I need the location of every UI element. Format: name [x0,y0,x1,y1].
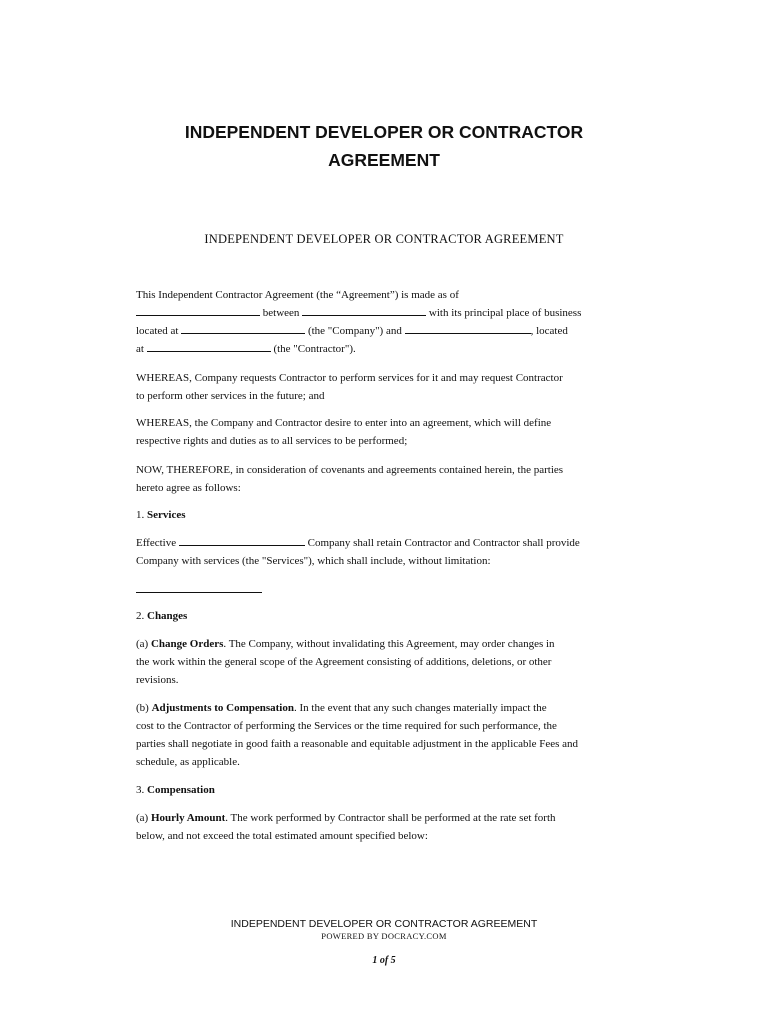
section-2b-line-3: parties shall negotiate in good faith a reasonable and equitable adjustment in the applicable Fees and [136,738,578,750]
clause-text: . The work performed by Contractor shall be performed at the rate set forth [225,812,556,824]
now-therefore-line-2: hereto agree as follows: [136,482,241,494]
section-1-heading [136,506,636,525]
section-number: 3. [136,784,147,796]
section-heading: Services [147,509,186,521]
section-number: 2. [136,610,147,622]
document-subtitle: INDEPENDENT DEVELOPER OR CONTRACTOR AGREEMENT [204,232,564,246]
contractor-address-blank[interactable] [147,340,271,352]
company-name-blank[interactable] [302,304,426,316]
intro-text: This Independent Contractor Agreement (the “Agreement”) is made as of [136,289,459,301]
clause-text: . The Company, without invalidating this Agreement, may order changes in [223,638,555,650]
section-3-heading [136,781,636,800]
company-address-blank[interactable] [181,322,305,334]
clause-text: . In the event that any such changes materially impact the [293,702,547,714]
title-line-2: AGREEMENT [328,150,440,170]
intro-text: (the "Company") and [305,325,405,337]
intro-text: with its principal place of business [426,307,582,319]
section-1-line-1 [136,534,636,553]
section-1-line-2: Company with services (the "Services"), which shall include, without limitation: [136,555,491,567]
intro-line-4 [136,340,636,359]
page-number: 1 of 5 [372,955,396,966]
clause-heading: Adjustments to Compensation [151,702,294,714]
section-2b-line-4: schedule, as applicable. [136,756,240,768]
title-line-1: INDEPENDENT DEVELOPER OR CONTRACTOR [184,122,584,142]
services-description-blank[interactable] [136,592,262,593]
contractor-name-blank[interactable] [405,322,531,334]
intro-line-3 [136,322,636,341]
section-number: 1. [136,509,147,521]
clause-heading: Hourly Amount [150,812,226,824]
intro-line-2 [136,304,636,323]
section-3a-line-1 [136,809,636,828]
clause-prefix: (a) [136,812,151,824]
date-blank[interactable] [136,304,260,316]
intro-text: at [136,343,147,355]
intro-text: between [260,307,303,319]
clause-prefix: (b) [136,702,152,714]
section-2b-line-2: cost to the Contractor of performing the Services or the time required for such performance, the [136,720,557,732]
intro-line-1 [136,286,636,305]
whereas-1-line-1: WHEREAS, Company requests Contractor to perform services for it and may request Contractor [136,372,563,384]
section-2a-line-2: the work within the general scope of the Agreement consisting of additions, deletions, or other [136,656,552,668]
effective-date-blank[interactable] [179,534,305,546]
section-heading: Compensation [147,784,215,796]
section-2b-line-1 [136,699,636,718]
clause-prefix: (a) [136,638,151,650]
whereas-2-line-1: WHEREAS, the Company and Contractor desire to enter into an agreement, which will define [136,417,552,429]
footer-title: INDEPENDENT DEVELOPER OR CONTRACTOR AGREEMENT [230,918,538,930]
section-3a-line-2: below, and not exceed the total estimated amount specified below: [136,830,428,842]
footer-powered-by: POWERED BY DOCRACY.COM [321,931,447,941]
section-text: Company shall retain Contractor and Contractor shall provide [304,537,580,549]
document-title [84,118,684,174]
section-2a-line-1 [136,635,636,654]
section-2a-line-3: revisions. [136,674,179,686]
whereas-2-line-2: respective rights and duties as to all services to be performed; [136,435,408,447]
whereas-1-line-2: to perform other services in the future; and [136,390,325,402]
intro-text: , located [530,325,568,337]
section-text: Effective [136,537,179,549]
intro-text: (the "Contractor"). [270,343,356,355]
intro-text: located at [136,325,182,337]
section-heading: Changes [147,610,188,622]
now-therefore-line-1: NOW, THEREFORE, in consideration of covenants and agreements contained herein, the parties [136,464,564,476]
section-2-heading [136,607,636,626]
clause-heading: Change Orders [150,638,224,650]
